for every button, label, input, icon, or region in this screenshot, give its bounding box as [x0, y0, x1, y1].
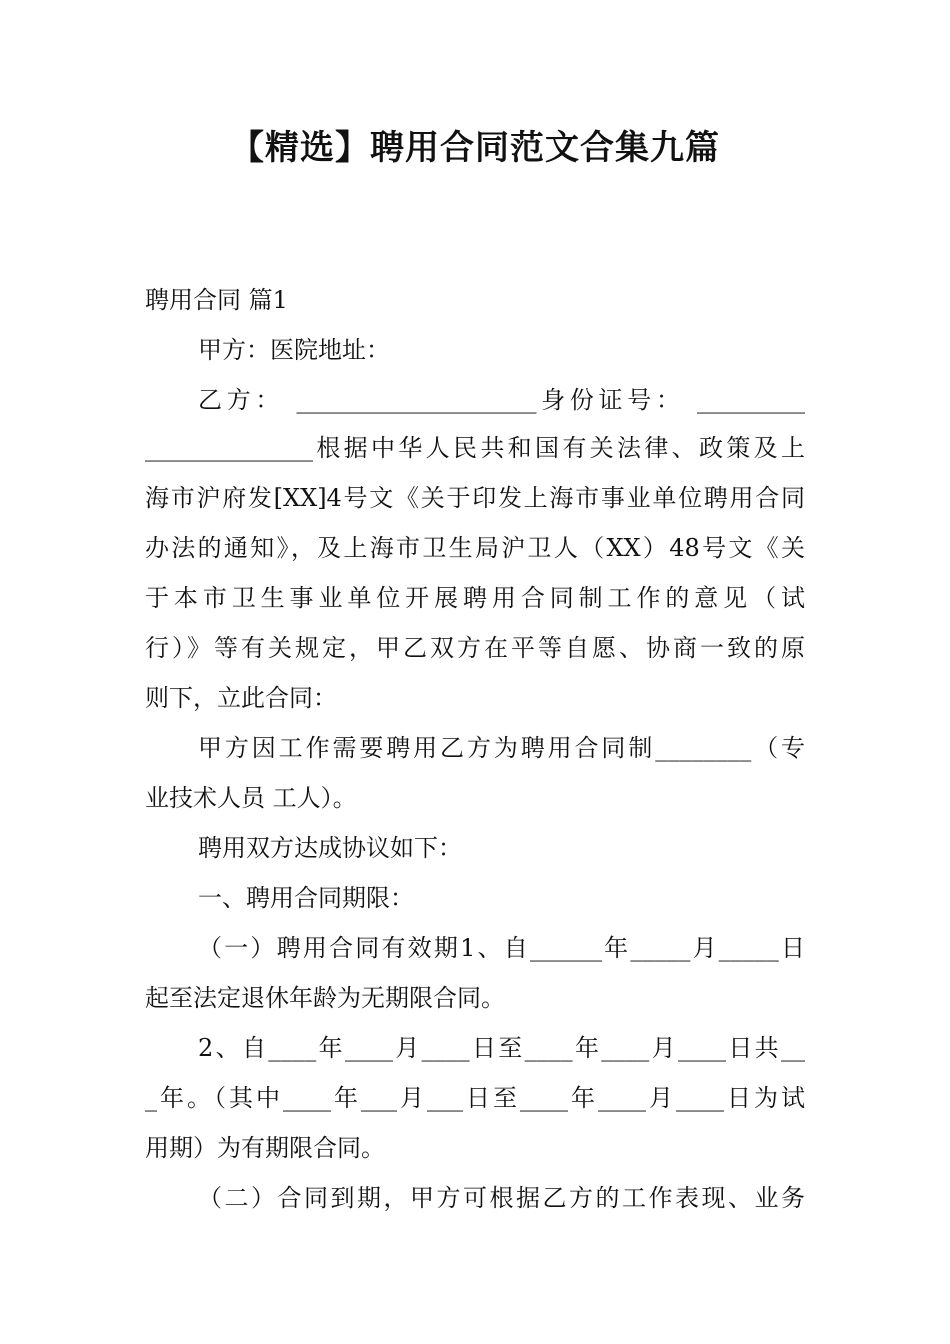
body-line: 海市沪府发[XX]4号文《关于印发上海市事业单位聘用合同: [145, 484, 805, 512]
clause-heading: 一、聘用合同期限：: [198, 884, 414, 912]
body-line: ______________根据中华人民共和国有关法律、政策及上: [145, 434, 805, 462]
section-heading: 聘用合同 篇1: [145, 286, 288, 314]
body-line: 起至法定退休年龄为无期限合同。: [145, 984, 505, 1012]
document-title: 【精选】聘用合同范文合集九篇: [230, 128, 720, 168]
body-line: 于本市卫生事业单位开展聘用合同制工作的意见（试: [145, 584, 805, 612]
body-line: 行）》等有关规定，甲乙双方在平等自愿、协商一致的原: [145, 634, 805, 662]
body-line: （二）合同到期，甲方可根据乙方的工作表现、业务: [198, 1184, 805, 1212]
party-b-line: 乙方： ____________________身份证号： _________: [198, 386, 805, 414]
body-line: （一）聘用合同有效期1、自______年_____月_____日: [198, 934, 805, 962]
body-line: 办法的通知》，及上海市卫生局沪卫人（XX）48号文《关: [145, 534, 805, 562]
body-line: 聘用双方达成协议如下：: [198, 834, 462, 862]
body-line: 2、自____年____月____日至____年____月____日共__: [198, 1034, 805, 1062]
party-a-line: 甲方：医院地址：: [198, 336, 390, 364]
body-line: 业技术人员 工人）。: [145, 784, 357, 812]
body-line: _年。（其中____年___月___日至____年____月____日为试: [145, 1084, 805, 1112]
body-line: 用期）为有期限合同。: [145, 1134, 385, 1162]
body-line: 则下，立此合同：: [145, 684, 337, 712]
body-line: 甲方因工作需要聘用乙方为聘用合同制________（专: [198, 734, 805, 762]
